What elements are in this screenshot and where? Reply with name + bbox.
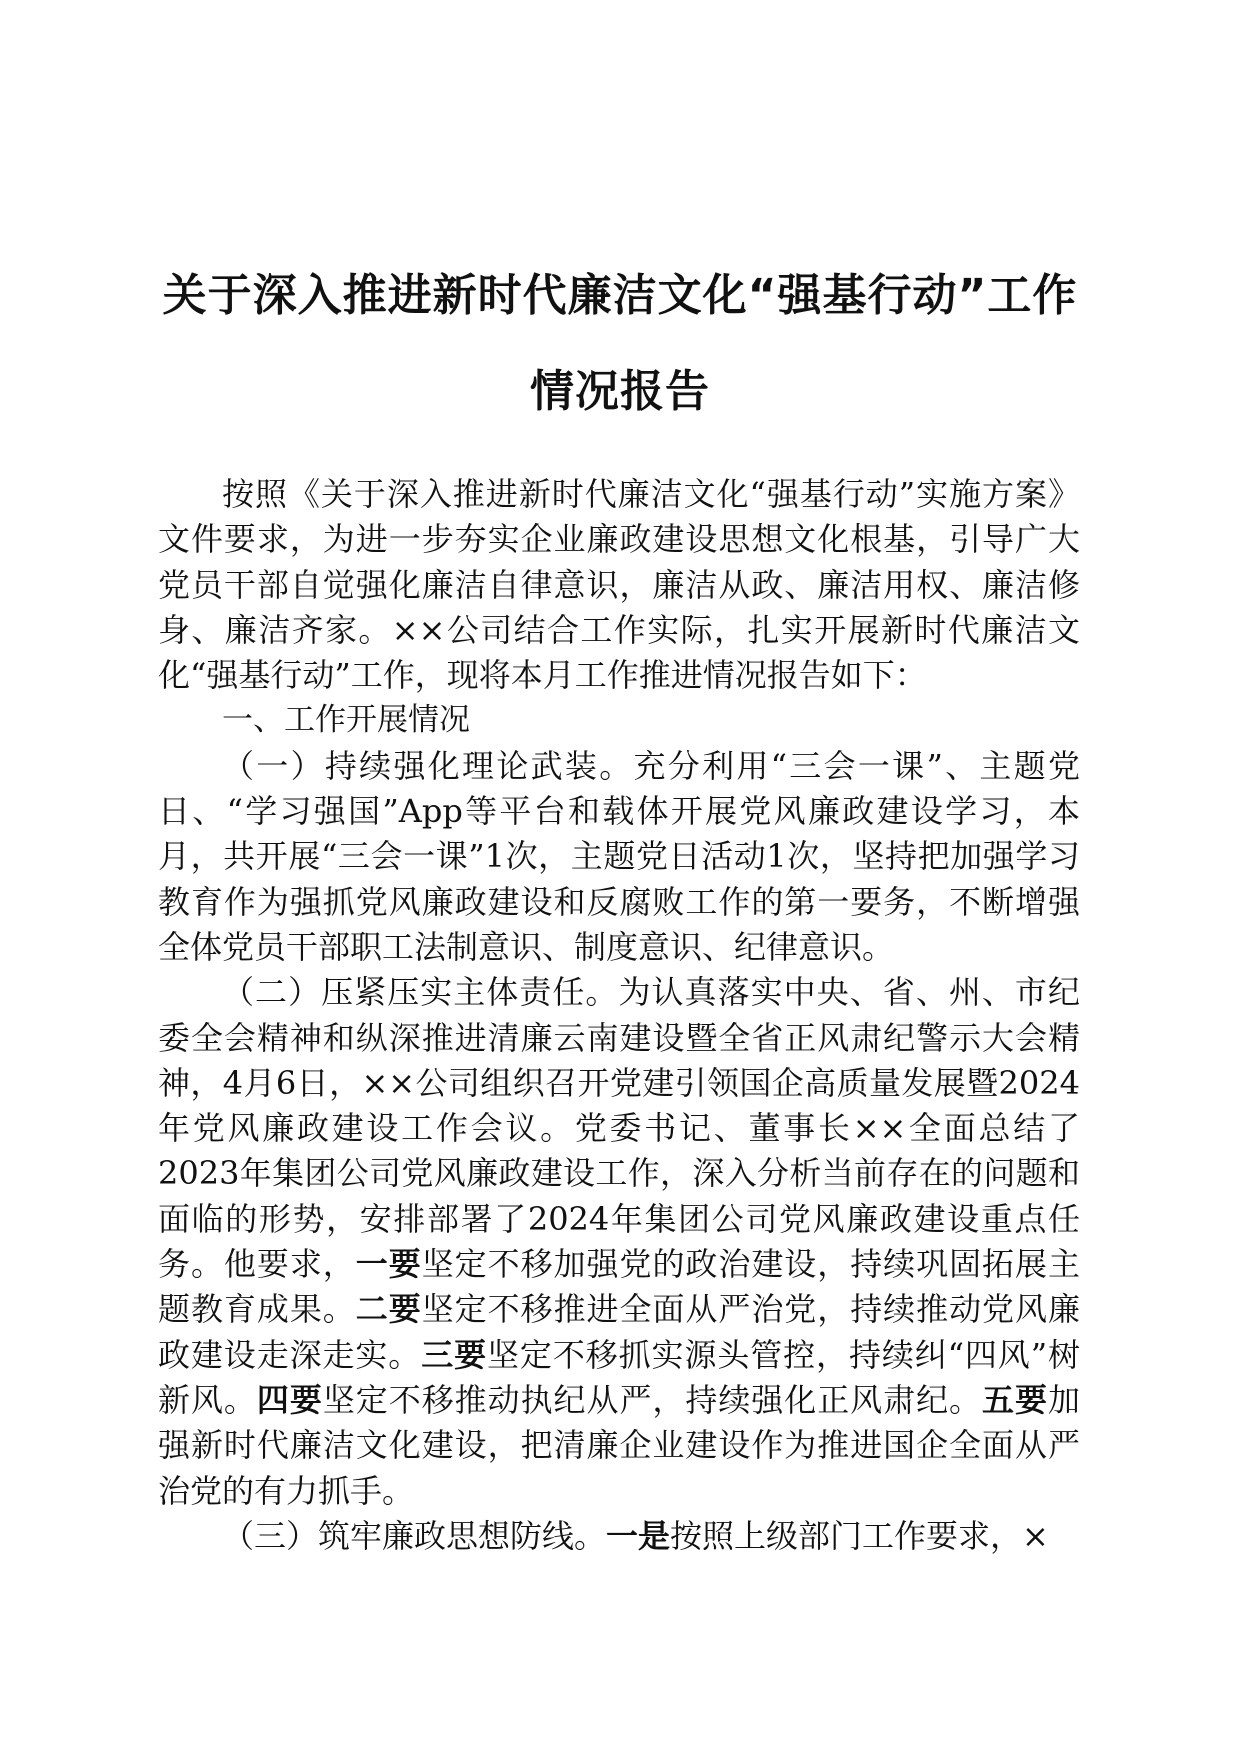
item-2-text: 为认真落实中央、省、州、市纪委全会精神和纵深推进清廉云南建设暨全省正风肃纪警示大会精神，4月6日，××公司组织召开党建引领国企高质量发展暨2024年党风廉政建设工作会议。党委书记、董事长××全面总结了2023年集团公司党风廉政建设工作，深入分析当前存在的问题和面临的形势，安排部署了2024年集团公司党风廉政建设重点任务。他要求， (158, 973, 1080, 1284)
item-2-paragraph (158, 970, 1080, 1514)
item-1-paragraph (158, 744, 1080, 970)
item-2-key-2: 二要 (355, 1290, 422, 1329)
item-1-text: 充分利用“三会一课”、主题党日、“学习强国”App等平台和载体开展党风廉政建设学习，本月，共开展“三会一课”1次，主题党日活动1次，坚持把加强学习教育作为强抓党风廉政建设和反腐败工作的第一要务，不断增强全体党员干部职工法制意识、制度意识、纪律意识。 (158, 746, 1080, 966)
item-2-text-5: 加强新时代廉洁文化建设，把清廉企业建设作为推进国企全面从严治党的有力抓手。 (158, 1380, 1080, 1510)
item-2-text-4: 坚定不移推动执纪从严，持续强化正风肃纪。 (322, 1380, 983, 1419)
item-2-text-3: 坚定不移抓实源头管控，持续纠“四风”树新风。 (158, 1335, 1080, 1419)
item-2-key-3: 三要 (421, 1335, 488, 1374)
intro-paragraph: 按照《关于深入推进新时代廉洁文化“强基行动”实施方案》文件要求，为进一步夯实企业廉政建设思想文化根基，引导广大党员干部自觉强化廉洁自律意识，廉洁从政、廉洁用权、廉洁修身、廉洁齐家。××公司结合工作实际，扎实开展新时代廉洁文化“强基行动”工作，现将本月工作推进情况报告如下： (158, 475, 1080, 695)
item-3-paragraph (158, 1514, 1080, 1559)
item-2-text-1: 坚定不移加强党的政治建设，持续巩固拓展主题教育成果。 (158, 1245, 1080, 1329)
item-2-key-1: 一要 (355, 1245, 422, 1284)
document-body (158, 472, 1080, 1559)
item-1-lead: （一）持续强化理论武装。 (222, 746, 634, 785)
item-2-key-5: 五要 (982, 1380, 1048, 1419)
item-3-lead: （三）筑牢廉政思想防线。 (222, 1516, 607, 1555)
item-2-key-4: 四要 (256, 1380, 323, 1419)
document-title: 关于深入推进新时代廉洁文化“强基行动”工作情况报告 (162, 270, 1078, 417)
item-3-key-1: 一是 (606, 1516, 671, 1555)
item-3-text: 按照上级部门工作要求，× (670, 1516, 1049, 1555)
section-heading: 一、工作开展情况 (222, 702, 470, 739)
item-2-text-2: 坚定不移推进全面从严治党，持续推动党风廉政建设走深走实。 (158, 1290, 1080, 1374)
item-2-lead: （二）压紧压实主体责任。 (222, 973, 619, 1012)
